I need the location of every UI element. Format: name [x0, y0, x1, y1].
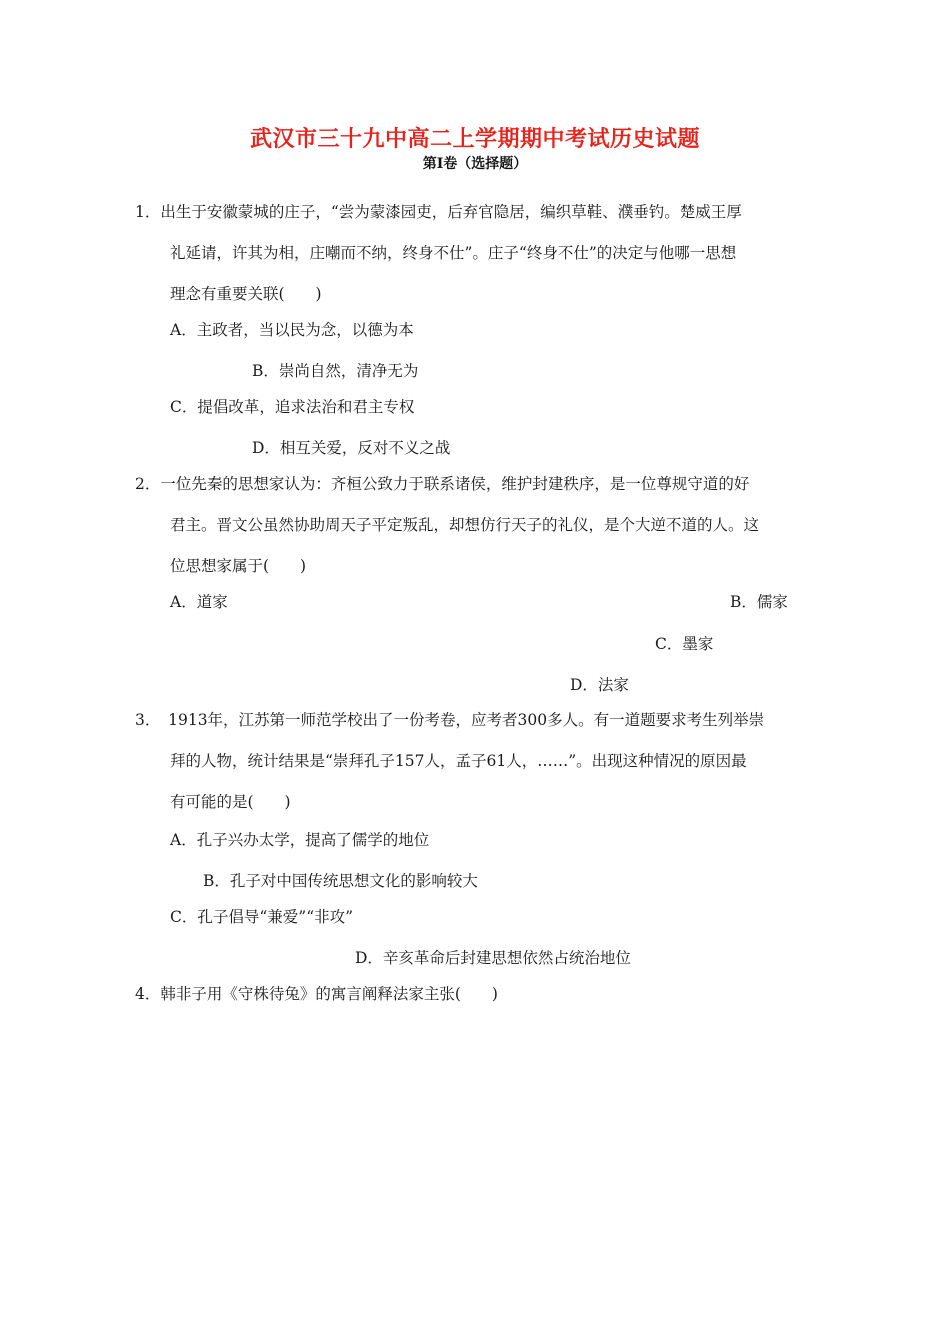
question-3-stem-line-3: 有可能的是( ): [170, 793, 291, 811]
question-1-option-a: A．主政者，当以民为念，以德为本: [170, 321, 414, 339]
question-3-option-a: A．孔子兴办太学，提高了儒学的地位: [170, 831, 430, 849]
question-2-option-d: D．法家: [570, 676, 629, 694]
question-2-option-b: B．儒家: [730, 593, 788, 611]
question-1-option-b: B．崇尚自然，清净无为: [252, 362, 419, 380]
question-2-stem-line-1: 2．一位先秦的思想家认为：齐桓公致力于联系诸侯，维护封建秩序，是一位尊规守道的好: [135, 475, 750, 493]
question-3-option-d: D．辛亥革命后封建思想依然占统治地位: [355, 949, 631, 967]
question-1-stem-line-2: 礼延请，许其为相，庄嘲而不纳，终身不仕”。庄子“终身不仕”的决定与他哪一思想: [170, 244, 737, 262]
section-heading: 第Ⅰ卷（选择题）: [422, 156, 528, 172]
document-title: 武汉市三十九中高二上学期期中考试历史试题: [249, 126, 700, 152]
question-2-stem-line-2: 君主。晋文公虽然协助周天子平定叛乱，却想仿行天子的礼仪，是个大逆不道的人。这: [170, 516, 760, 534]
question-1-option-d: D．相互关爱，反对不义之战: [252, 439, 451, 457]
question-1-stem-line-3: 理念有重要关联( ): [170, 285, 322, 303]
question-2-stem-line-3: 位思想家属于( ): [170, 557, 307, 575]
question-3-stem-line-2: 拜的人物，统计结果是“崇拜孔子157人，孟子61人，……”。出现这种情况的原因最: [170, 752, 747, 770]
question-3-option-b: B．孔子对中国传统思想文化的影响较大: [203, 872, 478, 890]
question-3-option-c: C．孔子倡导“兼爱”“非攻”: [170, 908, 354, 926]
question-3-stem-line-1: 3． 1913年，江苏第一师范学校出了一份考卷，应考者300多人。有一道题要求考生列举崇: [135, 711, 765, 729]
question-4-stem-line-1: 4．韩非子用《守株待兔》的寓言阐释法家主张( ): [135, 985, 498, 1003]
question-2-option-c: C．墨家: [655, 635, 714, 653]
question-1-stem-line-1: 1．出生于安徽蒙城的庄子，“尝为蒙漆园吏，后弃官隐居，编织草鞋、濮垂钓。楚威王厚: [135, 203, 742, 221]
question-2-option-a: A．道家: [170, 593, 228, 611]
question-1-option-c: C．提倡改革，追求法治和君主专权: [170, 398, 415, 416]
